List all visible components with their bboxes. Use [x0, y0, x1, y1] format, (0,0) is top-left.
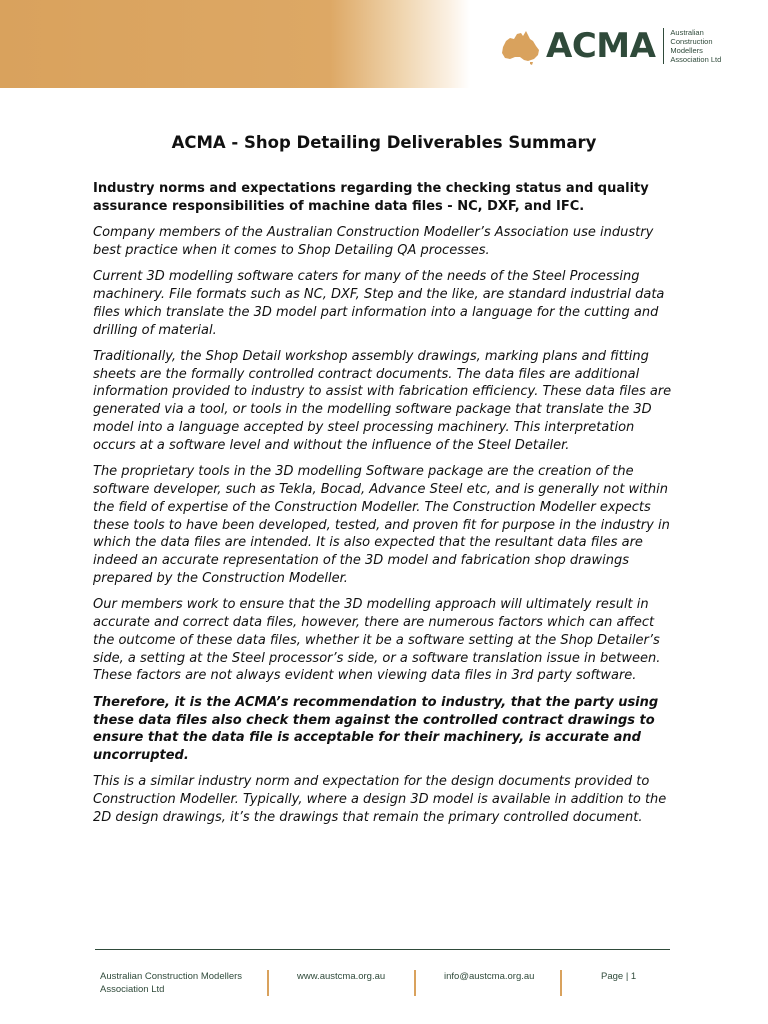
australia-map-icon [500, 27, 544, 65]
logo-subtitle [670, 28, 734, 64]
body-paragraph: Current 3D modelling software caters for many of the needs of the Steel Processing machinery. File formats such as NC, DXF, Step and the like, are standard industrial data files which translate the 3D model part information into a language for the cutting and drilling of material. [93, 269, 665, 338]
footer-separator [414, 970, 416, 996]
lead-paragraph: Industry norms and expectations regarding the checking status and quality assurance responsibilities of machine data files - NC, DXF, and IFC. [93, 181, 649, 214]
footer-org-line: Association Ltd [100, 984, 165, 995]
footer-website-link[interactable]: www.austcma.org.au [297, 971, 386, 982]
footer-org-line: Australian Construction Modellers [100, 971, 243, 982]
logo-divider [663, 28, 664, 64]
body-paragraph: Our members work to ensure that the 3D modelling approach will ultimately result in accurate and correct data files, however, there are numerous factors which can affect the outcome of these data files, whether it be a software setting at the Shop Detailer’s side, a setting at the Steel processor’s side, or a software translation issue in between. These factors are not always evident when viewing data files in 3rd party software. [93, 597, 661, 684]
body-paragraph: Traditionally, the Shop Detail workshop assembly drawings, marking plans and fitting sheets are the formally controlled contract documents. The data files are additional information provided to industry to assist with fabrication efficiency. These data files are generated via a tool, or tools in the modelling software package that translate the 3D model into a language accepted by steel processing machinery. This interpretation occurs at a software level and without the influence of the Steel Detailer. [93, 348, 672, 453]
logo-wordmark: ACMA [546, 26, 656, 66]
footer-separator [267, 970, 269, 996]
footer-divider [95, 949, 670, 950]
footer-email-link[interactable]: info@austcma.org.au [444, 971, 535, 982]
recommendation-paragraph: Therefore, it is the ACMA’s recommendation to industry, that the party using these data files also check them against the controlled contract drawings to ensure that the data file is acceptable for their machinery, is accurate and uncorrupted. [93, 694, 659, 764]
closing-paragraph: This is a similar industry norm and expectation for the design documents provided to Construction Modeller. Typically, where a design 3D model is available in addition to the 2D design drawings, it’s the drawings that remain the primary controlled document. [93, 774, 667, 825]
footer-organisation [100, 970, 242, 996]
page-footer [0, 970, 768, 1000]
footer-separator [560, 970, 562, 996]
body-paragraph: The proprietary tools in the 3D modelling Software package are the creation of the software developer, such as Tekla, Bocad, Advance Steel etc, and is generally not within the field of expertise of the Construction Modeller. The Construction Modeller expects these tools to have been developed, tested, and proven fit for purpose in the industry in which the data files are intended. It is also expected that the resultant data files are indeed an accurate representation of the 3D model and fabrication shop drawings prepared by the Construction Modeller. [93, 464, 670, 586]
logo-subtitle-line: Construction [670, 37, 713, 46]
document-title: ACMA - Shop Detailing Deliverables Summary [171, 133, 597, 152]
logo-subtitle-line: Australian [670, 28, 704, 37]
acma-logo [500, 24, 734, 68]
page-number: Page | 1 [601, 971, 637, 982]
document-body [93, 180, 675, 835]
logo-subtitle-line: Modellers [670, 46, 703, 55]
body-paragraph: Company members of the Australian Construction Modeller’s Association use industry best practice when it comes to Shop Detailing QA processes. [93, 225, 654, 258]
logo-subtitle-line: Association Ltd [670, 55, 722, 64]
